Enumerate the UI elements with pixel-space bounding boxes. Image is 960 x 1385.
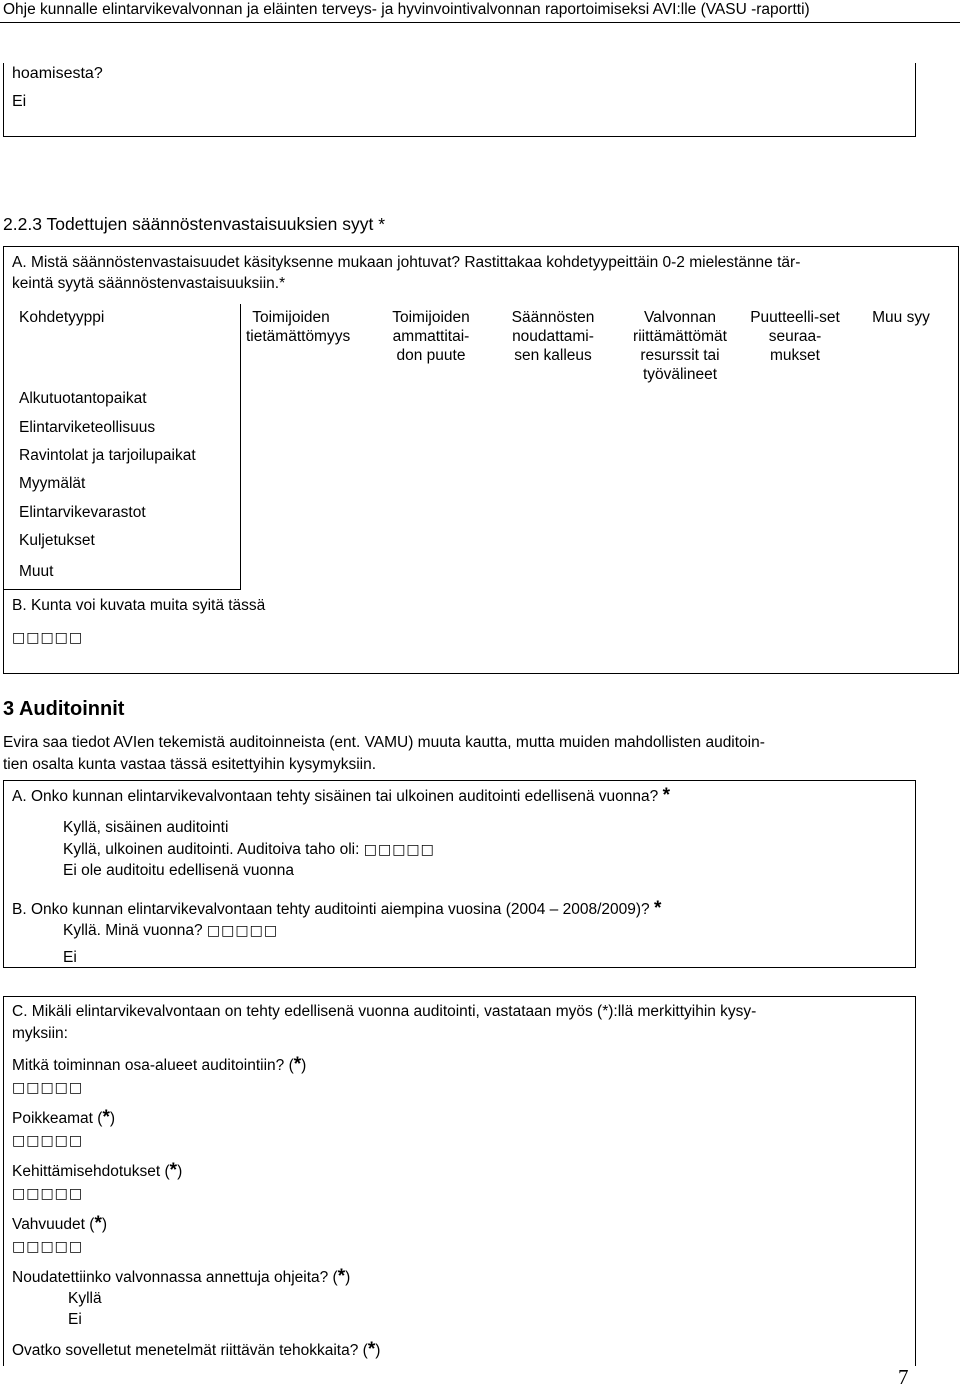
audit-question-c-line1: C. Mikäli elintarvikevalvontaan on tehty edellisenä vuonna auditointi, vastataan myös (*):llä merkittyihin kysy- [12, 1003, 757, 1020]
top-answer-box [3, 63, 916, 137]
option-no[interactable]: Ei [63, 949, 77, 966]
table-header-kohdetyyppi: Kohdetyyppi [19, 309, 105, 326]
table-bottom-rule [3, 589, 241, 590]
top-box-question-end: hoamisesta? [12, 65, 103, 82]
table-header-col-1: Toimijoiden tietämättömyys [246, 309, 351, 345]
audited-areas-text-field[interactable]: □□□□□ [12, 1080, 84, 1096]
improvements-text-field[interactable]: □□□□□ [12, 1186, 84, 1202]
question-improvements: Kehittämisehdotukset (*) [12, 1160, 183, 1181]
question-strengths: Vahvuudet (*) [12, 1213, 108, 1234]
table-header-col-5: Puutteelli-set seuraa-mukset [750, 309, 840, 364]
top-box-answer-no[interactable]: Ei [12, 93, 27, 110]
document-header: Ohje kunnalle elintarvikevalvonnan ja eläinten terveys- ja hyvinvointivalvonnan raportoimiseksi AVI:lle (VASU -raportti) [3, 1, 810, 18]
page-number: 7 [898, 1365, 909, 1385]
audit-question-a: A. Onko kunnan elintarvikevalvontaan tehty sisäinen tai ulkoinen auditointi edellisenä vuonna? * [12, 785, 670, 806]
section-3-intro-line1: Evira saa tiedot AVIen tekemistä auditoinneista (ent. VAMU) muuta kautta, mutta muiden mahdollisten auditoin- [3, 734, 765, 751]
question-audited-areas: Mitkä toiminnan osa-alueet auditointiin? (*) [12, 1054, 307, 1075]
option-not-audited[interactable]: Ei ole auditoitu edellisenä vuonna [63, 862, 294, 879]
question-deviations: Poikkeamat (*) [12, 1107, 116, 1128]
option-instructions-no[interactable]: Ei [68, 1311, 82, 1328]
table-row-label: Myymälät [19, 475, 86, 492]
header-rule [0, 22, 960, 23]
option-instructions-yes[interactable]: Kyllä [68, 1290, 102, 1307]
table-header-col-4: Valvonnan riittämättömät resurssit tai työvälineet [633, 309, 727, 383]
table-row-label: Muut [19, 563, 54, 580]
table-column-divider [240, 304, 241, 590]
table-row-label: Kuljetukset [19, 532, 95, 549]
audit-question-c-line2: myksiin: [12, 1025, 68, 1042]
audit-year-text-field[interactable]: □□□□□ [206, 923, 279, 939]
deviations-text-field[interactable]: □□□□□ [12, 1133, 84, 1149]
option-external-audit[interactable]: Kyllä, ulkoinen auditointi. Auditoiva taho oli: □□□□□ [63, 841, 435, 858]
question-a-line1: A. Mistä säännöstenvastaisuudet käsityksenne mukaan johtuvat? Rastittakaa kohdetyypeittäin 0-2 mielestänne tär- [12, 254, 801, 271]
table-row-label: Alkutuotantopaikat [19, 390, 147, 407]
table-header-col-6: Muu syy [872, 309, 930, 326]
table-row-label: Ravintolat ja tarjoilupaikat [19, 447, 196, 464]
section-2-2-3-title: 2.2.3 Todettujen säännöstenvastaisuuksien syyt * [3, 214, 386, 234]
auditor-text-field[interactable]: □□□□□ [363, 842, 435, 858]
audit-question-b: B. Onko kunnan elintarvikevalvontaan tehty auditointi aiempina vuosina (2004 – 2008/2009)? * [12, 898, 662, 919]
other-causes-text-field[interactable]: □□□□□ [12, 630, 84, 646]
strengths-text-field[interactable]: □□□□□ [12, 1239, 84, 1255]
question-b-label: B. Kunta voi kuvata muita syitä tässä [12, 597, 266, 614]
option-internal-audit[interactable]: Kyllä, sisäinen auditointi [63, 819, 229, 836]
table-row-label: Elintarviketeollisuus [19, 419, 156, 436]
table-header-col-3: Säännösten noudattami-sen kalleus [511, 309, 595, 364]
question-methods-effective: Ovatko sovelletut menetelmät riittävän tehokkaita? (*) [12, 1339, 381, 1360]
table-header-col-2: Toimijoiden ammattitai-don puute [392, 309, 470, 364]
question-a-line2: keintä syytä säännöstenvastaisuuksiin.* [12, 275, 286, 292]
question-instructions-followed: Noudatettiinko valvonnassa annettuja ohjeita? (*) [12, 1266, 351, 1287]
option-yes-which-year[interactable]: Kyllä. Minä vuonna? □□□□□ [63, 922, 279, 939]
section-3-intro-line2: tien osalta kunta vastaa tässä esitettyihin kysymyksiin. [3, 756, 377, 773]
section-3-title: 3 Auditoinnit [3, 698, 125, 720]
table-row-label: Elintarvikevarastot [19, 504, 146, 521]
